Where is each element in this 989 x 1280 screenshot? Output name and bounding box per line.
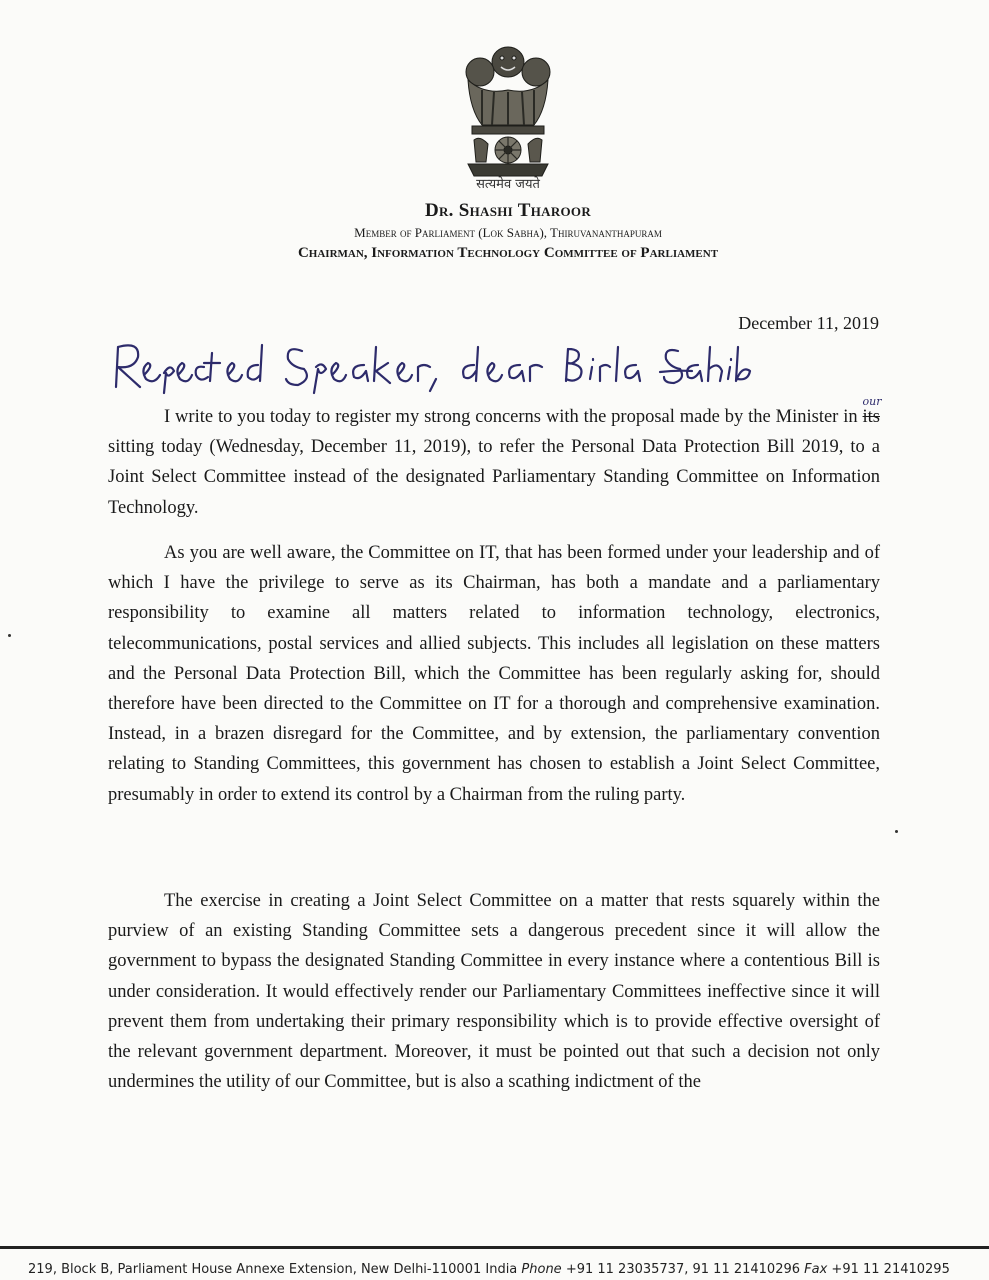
footer-fax-label: Fax [804,1262,828,1277]
footer-address-text: 219, Block B, Parliament House Annexe Extension, New Delhi-110001 India [28,1262,522,1277]
paragraph-2-text: As you are well aware, the Committee on IT, that has been formed under your leadership and of which I have the privilege to serve as its Chairman, has both a mandate and a parliamentary responsibility to examine all matters related to information technology, electronics, telecommunications, postal services and allied subjects. This includes all legislation on these matters and the Personal Data Protection Bill, which the Committee has been regularly asking for, should therefore have been directed to the Committee on IT for a thorough and comprehensive examination. Instead, in a brazen disregard for the Committee, and by extension, the parliamentary convention relating to Standing Committees, this government has chosen to establish a Joint Select Committee, presumably in order to extend its control by a Chairman from the ruling party. [108,543,880,805]
struck-word: its [862,407,880,427]
footer-phone-label: Phone [521,1262,562,1277]
scan-speck [8,634,11,637]
footer-rule [0,1246,989,1249]
paragraph-2 [108,538,880,810]
letterhead-chairmanship: Chairman, Information Technology Committee of Parliament [297,245,719,261]
footer-fax: +91 11 21410295 [827,1262,950,1277]
emblem-motto: सत्यमेव जयते [476,177,540,192]
scan-speck [895,830,898,833]
handwritten-insertion: our [862,395,882,408]
letterhead-name: Dr. Shashi Tharoor [424,200,592,221]
paragraph-1-end: sitting today (Wednesday, December 11, 2019), to refer the Personal Data Protection Bill 2019, to a Joint Select Committee instead of the designated Parliamentary Standing Committee on Information Technology. [108,437,880,518]
paragraph-3-text: The exercise in creating a Joint Select Committee on a matter that rests squarely within the purview of an existing Standing Committee sets a dangerous precedent since it will allow the government to bypass the designated Standing Committee in every instance where a contentious Bill is under consideration. It would effectively render our Parliamentary Committees ineffective since it will prevent them from undertaking their primary responsibility which is to provide effective oversight of the relevant government department. Moreover, it must be pointed out that such a decision not only undermines the utility of our Committee, but is also a scathing indictment of the [108,891,880,1093]
letter-date: December 11, 2019 [738,313,879,333]
handwritten-dash [658,364,694,378]
letterhead-designation: Member of Parliament (Lok Sabha), Thiruvananthapuram [354,225,662,240]
footer-phone: +91 11 23035737, 91 11 21410296 [561,1262,805,1277]
paragraph-1 [108,395,882,523]
paragraph-1-start: I write to you today to register my strong concerns with the proposal made by the Minister in [164,407,863,427]
paragraph-3 [108,886,880,1097]
correction [862,395,882,432]
national-emblem-icon [452,40,564,190]
footer-address [28,1262,988,1277]
handwritten-salutation [112,335,752,395]
